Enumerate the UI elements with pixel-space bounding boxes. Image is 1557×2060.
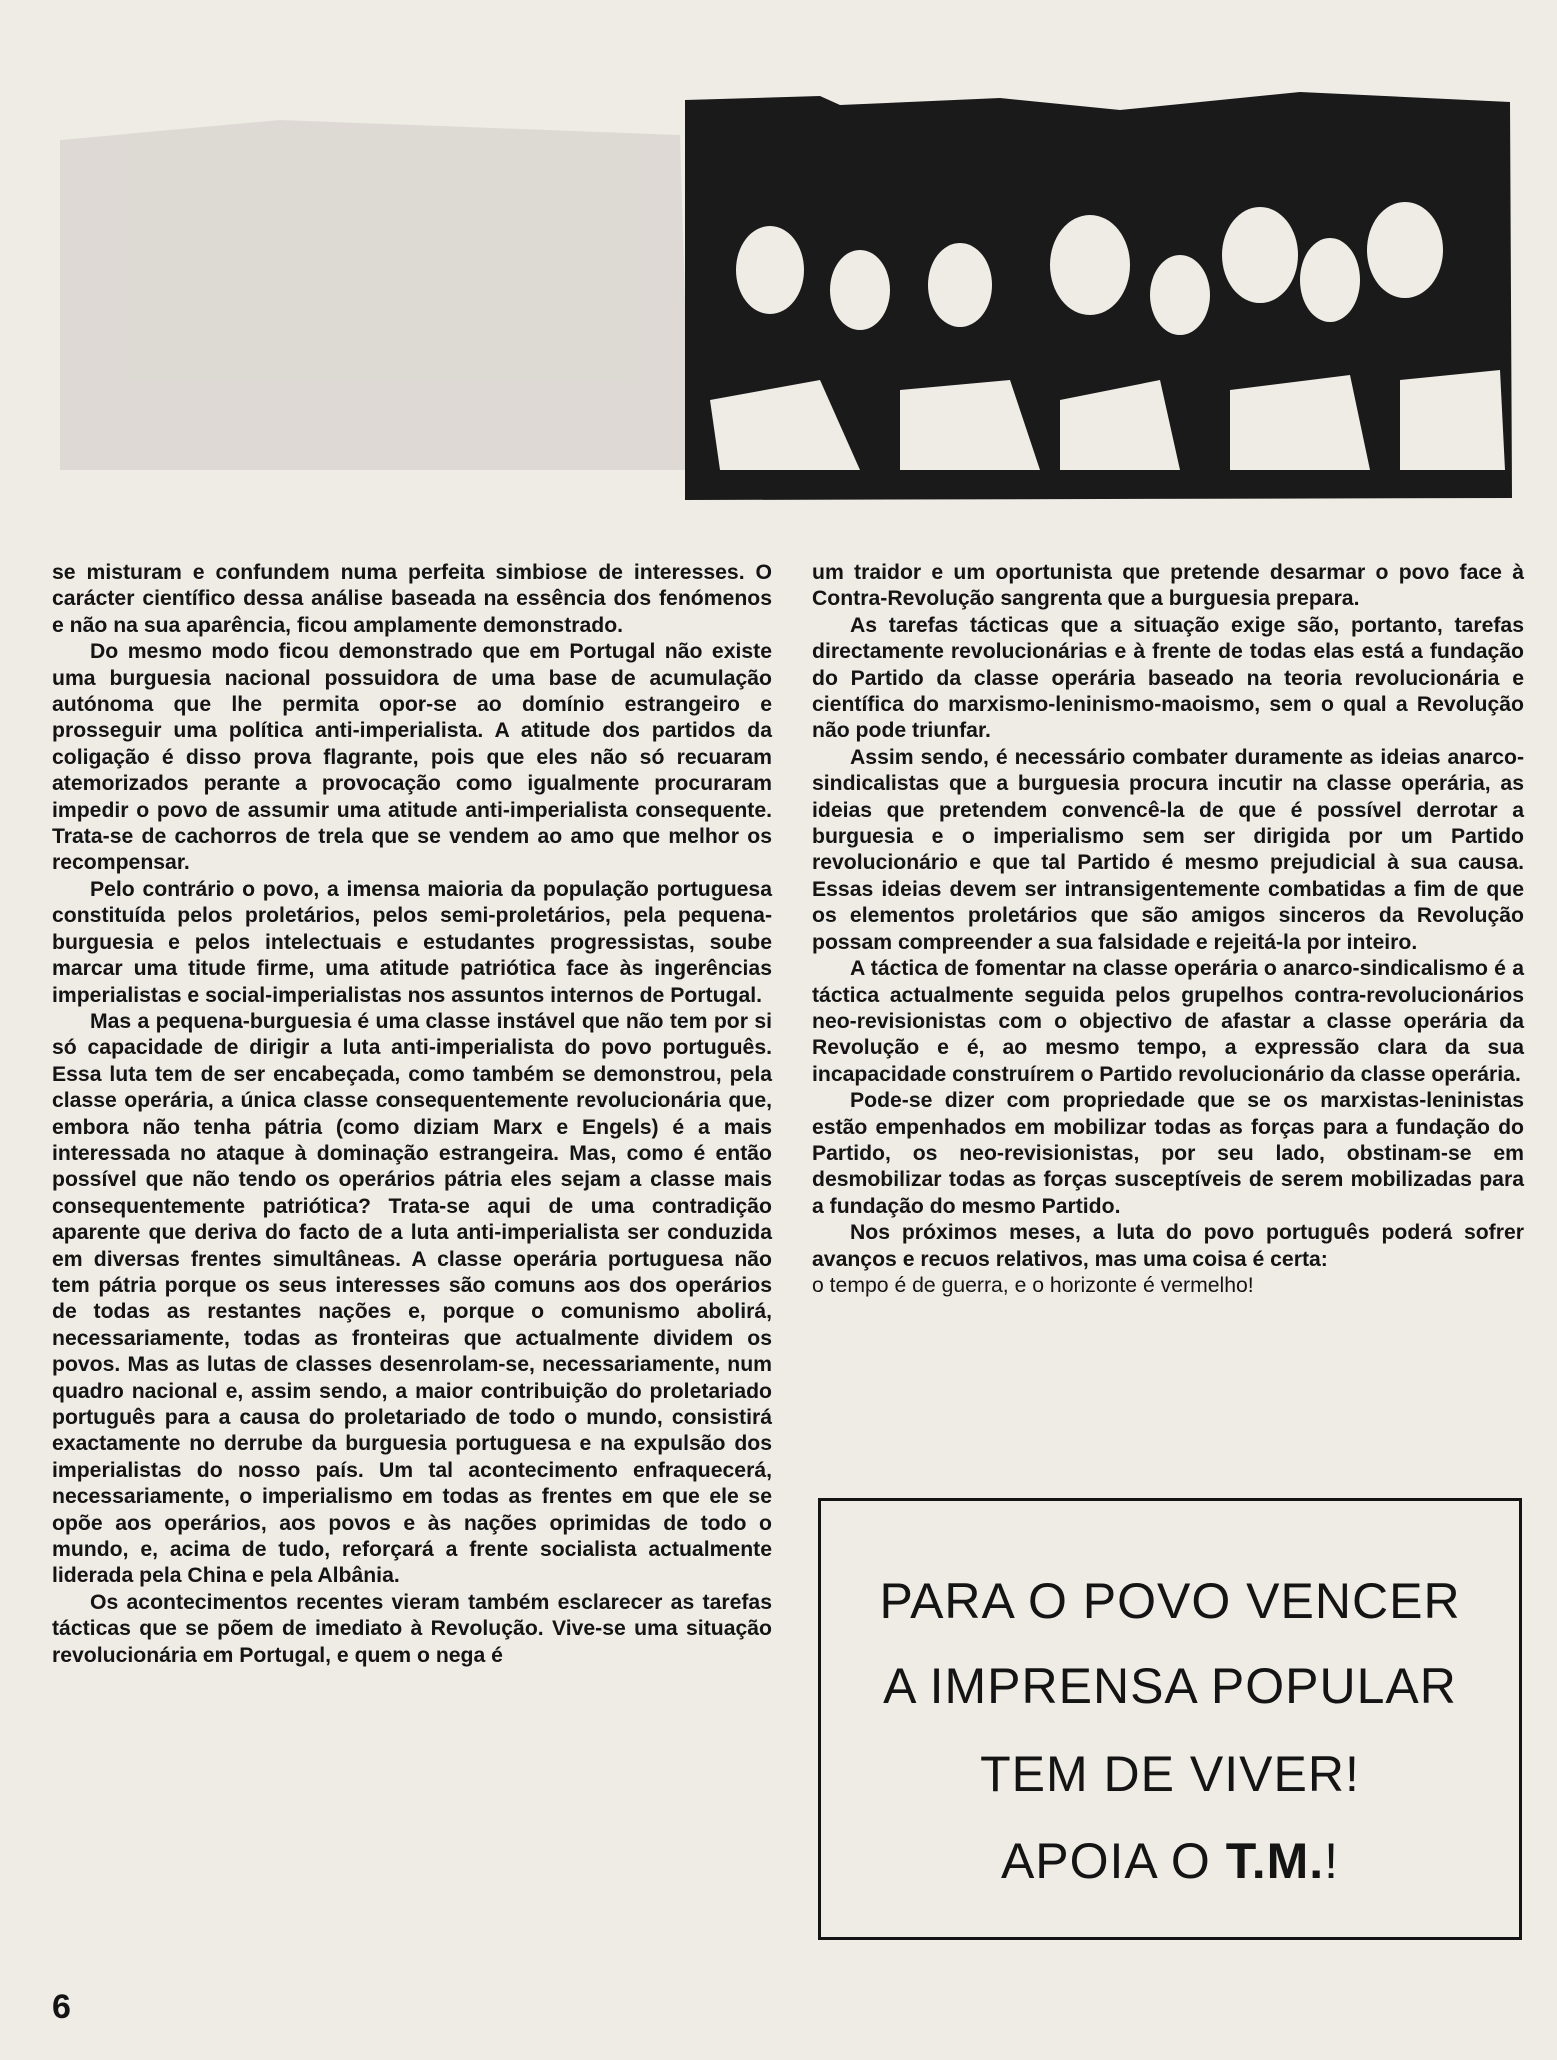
paragraph: As tarefas tácticas que a situação exige são, portanto, tarefas directamente revolucionárias e à frente de todas elas está a fundação do Partido da classe operária baseado na teoria revolucionária e científica do marxismo-leninismo-maoismo, sem o qual a Revolução não pode triunfar. [812,613,1524,743]
article-left-column [52,560,772,1669]
paragraph: A táctica de fomentar na classe operária o anarco-sindicalismo é a táctica actualmente seguida pelos grupelhos contra-revolucionários neo-revisionistas com o objectivo de afastar a classe operária da Revolução e é, ao mesmo tempo, a expressão clara da sua incapacidade construírem o Partido revolucionário da classe operária. [812,957,1524,1086]
article-right-column [812,560,1524,1299]
paragraph: Assim sendo, é necessário combater duramente as ideias anarco-sindicalistas que a burguesia procura incutir na classe operária, as ideias que pretendem convencê-la de que é possível derrotar a burguesia e o imperialismo sem ser dirigida por um Partido revolucionário e que tal Partido é mesmo prejudicial à sua causa. Essas ideias devem ser intransigentemente combatidas a fim de que os elementos proletários que são amigos sinceros da Revolução possam compreender a sua falsidade e rejeitá-la por inteiro. [812,745,1524,954]
promo-box [818,1498,1522,1940]
page-number: 6 [52,1988,71,2026]
paragraph: Mas a pequena-burguesia é uma classe instável que não tem por si só capacidade de dirigir a luta anti-imperialista do povo português. Essa luta tem de ser encabeçada, como também se demonstrou, pela classe operária, a única classe consequentemente revolucionária que, embora não tenha pátria (como diziam Marx e Engels) é a mais interessada no ataque à dominação estrangeira. Mas, como é então possível que não tendo os operários pátria eles sejam a classe mais consequentemente patriótica? Trata-se aqui de uma contradição aparente que deriva do facto de a luta anti-imperialista ser conduzida em diversas frentes simultâneas. A classe operária portuguesa não tem pátria porque os seus interesses são comuns aos dos operários de todas as restantes nações e, porque o comunismo abolirá, necessariamente, todas as fronteiras que actualmente dividem os povos. Mas as lutas de classes desenrolam-se, necessariamente, num quadro nacional e, assim sendo, a maior contribuição do proletariado português para a causa do proletariado de todo o mundo, consistirá exactamente no derrube da burguesia portuguesa e na expulsão dos imperialistas do nosso país. Um tal acontecimento enfraquecerá, necessariamente, o imperialismo em todas as frentes em que ele se opõe aos operários, aos povos e às nações oprimidas de todo o mundo, e, acima de tudo, reforçará a frente socialista actualmente liderada pela China e pela Albânia. [52,1009,772,1588]
closing-slogan: o tempo é de guerra, e o horizonte é vermelho! [812,1273,1254,1297]
promo-line: PARA O POVO VENCER [879,1573,1461,1629]
promo-emphasis: T.M. [1225,1833,1325,1889]
paragraph: Pode-se dizer com propriedade que se os marxistas-leninistas estão empenhados em mobilizar todas as forças para a fundação do Partido, os neo-revisionistas, por seu lado, obstinam-se em desmobilizar todas as forças susceptíveis de serem mobilizadas para a fundação do mesmo Partido. [812,1089,1524,1218]
paragraph: um traidor e um oportunista que pretende desarmar o povo face à Contra-Revolução sangrenta que a burguesia prepara. [812,561,1524,611]
paragraph: Os acontecimentos recentes vieram também esclarecer as tarefas tácticas que se põem de imediato à Revolução. Vive-se uma situação revolucionária em Portugal, e quem o nega é [52,1590,772,1667]
promo-line [821,1833,1519,1889]
paragraph: Do mesmo modo ficou demonstrado que em Portugal não existe uma burguesia nacional possuidora de uma base de acumulação autónoma que lhe permita opor-se ao domínio estrangeiro e prosseguir uma política anti-imperialista. A atitude dos partidos da coligação é disso prova flagrante, pois que eles não só recuaram atemorizados perante a provocação como igualmente procuraram impedir o povo de assumir uma atitude anti-imperialista consequente. Trata-se de cachorros de trela que se vendem ao amo que melhor os recompensar. [52,640,772,875]
promo-text: APOIA O [1000,1833,1226,1889]
paragraph: se misturam e confundem numa perfeita simbiose de interesses. O carácter científico dessa análise baseada na essência dos fenómenos e não na sua aparência, ficou amplamente demonstrado. [52,561,772,637]
ghost-figures [60,120,690,470]
paragraph: Pelo contrário o povo, a imensa maioria da população portuguesa constituída pelos proletários, pelos semi-proletários, pela pequena-burguesia e pelos intelectuais e estudantes progressistas, soube marcar uma titude firme, uma atitude patriótica face às ingerências imperialistas e social-imperialistas nos assuntos internos de Portugal. [52,877,772,1007]
promo-line: TEM DE VIVER! [980,1746,1360,1802]
paragraph: Nos próximos meses, a luta do povo português poderá sofrer avanços e recuos relativos, mas uma coisa é certa: [812,1221,1524,1271]
header-illustration [0,0,1557,520]
promo-text: ! [1324,1833,1340,1889]
promo-line: A IMPRENSA POPULAR [883,1658,1457,1714]
